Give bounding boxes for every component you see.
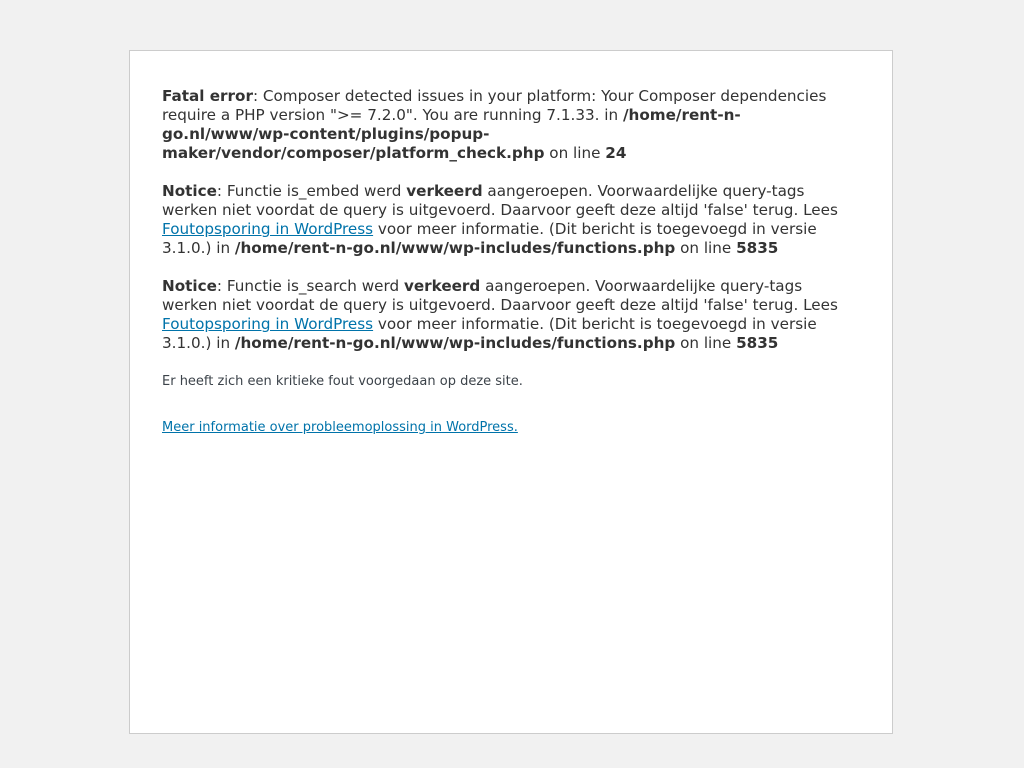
fatal-error-line: 24 — [605, 144, 627, 162]
fatal-error-path: /home/rent-n-go.nl/www/wp-content/plugins/popup-maker/vendor/composer/platform_check.php — [162, 106, 741, 162]
error-content — [162, 87, 852, 437]
notice-label: Notice — [162, 182, 217, 200]
more-info-paragraph — [162, 418, 852, 437]
notice-line: 5835 — [736, 334, 779, 352]
notice-path: /home/rent-n-go.nl/www/wp-includes/functions.php — [234, 334, 676, 352]
on-line-text: on line — [544, 144, 606, 162]
notice-path: /home/rent-n-go.nl/www/wp-includes/functions.php — [234, 239, 676, 257]
fatal-error-text: : Composer detected issues in your platform: Your Composer dependencies require a PHP version ">= 7.2.0". You are running 7.1.33. in — [162, 87, 827, 124]
notice-text: voor meer informatie. (Dit bericht is toegevoegd in versie 3.1.0.) in — [162, 220, 817, 257]
notice-bold-word: verkeerd — [406, 182, 483, 200]
notice-message-search — [162, 277, 852, 353]
on-line-text: on line — [675, 334, 737, 352]
on-line-text: on line — [675, 239, 737, 257]
fatal-error-message — [162, 87, 852, 163]
troubleshooting-link[interactable]: Meer informatie over probleemoplossing in WordPress. — [162, 420, 518, 435]
debugging-link[interactable]: Foutopsporing in WordPress — [162, 220, 374, 238]
notice-text: : Functie is_embed werd — [216, 182, 407, 200]
notice-text: : Functie is_search werd — [216, 277, 404, 295]
notice-label: Notice — [162, 277, 217, 295]
notice-text: voor meer informatie. (Dit bericht is toegevoegd in versie 3.1.0.) in — [162, 315, 817, 352]
notice-text: aangeroepen. Voorwaardelijke query-tags werken niet voordat de query is uitgevoerd. Daarvoor geeft deze altijd 'false' terug. Lees — [162, 182, 838, 219]
debugging-link[interactable]: Foutopsporing in WordPress — [162, 315, 374, 333]
notice-bold-word: verkeerd — [403, 277, 481, 295]
notice-text: aangeroepen. Voorwaardelijke query-tags werken niet voordat de query is uitgevoerd. Daarvoor geeft deze altijd 'false' terug. Lees — [162, 277, 838, 314]
critical-error-message: Er heeft zich een kritieke fout voorgedaan op deze site. — [162, 374, 523, 389]
notice-message-embed — [162, 182, 852, 258]
error-panel — [129, 50, 893, 734]
notice-line: 5835 — [736, 239, 779, 257]
fatal-error-label: Fatal error — [162, 87, 253, 105]
